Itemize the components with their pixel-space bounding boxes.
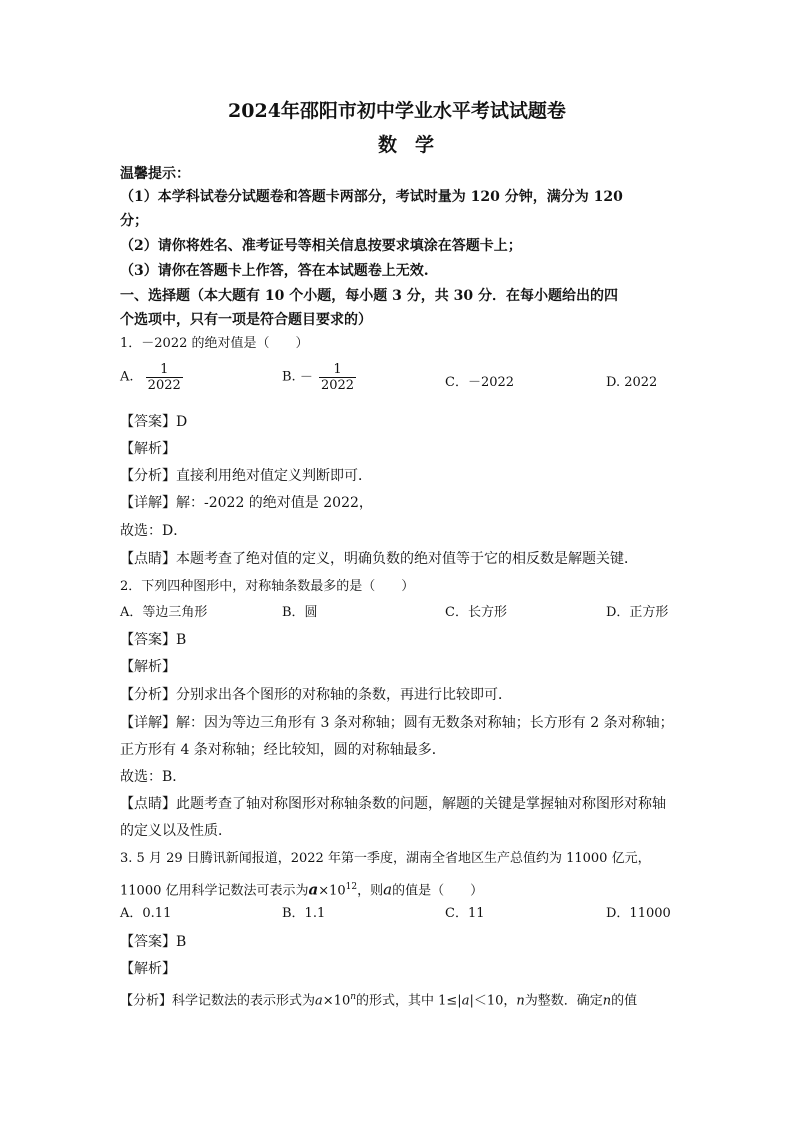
q3-analysis-label: 【解析】 — [120, 961, 176, 977]
q3-stem-2 — [120, 876, 680, 902]
q3-fenxi-mid: 的形式，其中 1≤| — [356, 993, 462, 1009]
q1-option-b-label: B. — [282, 369, 296, 385]
q1-option-a-label: A. — [120, 369, 134, 385]
q3-option-d: D．11000 — [606, 906, 671, 921]
q1-analysis-label: 【解析】 — [120, 441, 176, 457]
q3-fenxi-times: ×10 — [322, 993, 351, 1009]
q1-dianjing: 【点睛】本题考查了绝对值的定义，明确负数的绝对值等于它的相反数是解题关键． — [120, 551, 638, 567]
q1-option-b — [282, 362, 356, 393]
q3-stem-var-a2: a — [383, 880, 393, 899]
q3-fenxi-pre: 【分析】科学记数法的表示形式为 — [120, 993, 316, 1009]
q2-xiangjie-1: 【详解】解：因为等边三角形有 3 条对称轴；圆有无数条对称轴；长方形有 2 条对称轴； — [120, 715, 674, 731]
q3-stem-2-pre: 11000 亿用科学记数法可表示为 — [120, 883, 309, 899]
q3-fenxi-post: 的值 — [611, 993, 638, 1009]
q3-fenxi — [120, 986, 680, 1012]
notice-item-1-cont: 分； — [120, 213, 148, 229]
q3-fenxi-mid2: |＜10， — [469, 993, 517, 1009]
notice-heading: 温馨提示： — [120, 166, 190, 182]
q3-stem-post: 的值是（ ） — [392, 883, 484, 899]
q2-dianjing-2: 的定义以及性质． — [120, 823, 232, 839]
q3-stem-times: ×10 — [318, 883, 346, 899]
q2-option-b: B．圆 — [282, 605, 318, 620]
subject-title: 数学 — [377, 134, 452, 156]
q1-option-a-numerator: 1 — [146, 362, 183, 378]
q2-option-c: C．长方形 — [445, 605, 507, 620]
q3-stem-var-a: a — [308, 880, 319, 899]
q2-guxuan: 故选：B． — [120, 769, 187, 785]
q2-dianjing-1: 【点睛】此题考查了轴对称图形对称轴条数的问题，解题的关键是掌握轴对称图形对称轴 — [120, 796, 666, 812]
q3-answer: 【答案】B — [120, 934, 187, 950]
q2-option-d: D．正方形 — [606, 605, 669, 620]
q1-option-b-sign: － — [299, 369, 313, 385]
q3-fenxi-mid3: 为整数．确定 — [524, 993, 603, 1009]
q2-fenxi: 【分析】分别求出各个图形的对称轴的条数，再进行比较即可． — [120, 687, 512, 703]
notice-item-3: （3）请你在答题卡上作答，答在本试题卷上无效. — [120, 263, 429, 279]
q1-option-d: D. 2022 — [606, 375, 658, 390]
q3-fenxi-exponent-n: n — [350, 992, 357, 1002]
q2-stem: 2．下列四种图形中，对称轴条数最多的是（ ） — [120, 579, 415, 594]
q1-xiangjie: 【详解】解：-2022 的绝对值是 2022， — [120, 495, 373, 511]
q1-guxuan: 故选：D． — [120, 523, 188, 539]
q3-fenxi-var-n: n — [516, 993, 525, 1009]
q3-option-b: B．1.1 — [282, 906, 326, 921]
q1-answer: 【答案】D — [120, 414, 188, 430]
section-heading: 一、选择题（本大题有 10 个小题，每小题 3 分，共 30 分．在每小题给出的四 — [120, 288, 618, 304]
q3-fenxi-var-a2: a — [461, 993, 470, 1009]
q3-stem-1: 3. 5 月 29 日腾讯新闻报道，2022 年第一季度，湖南全省地区生产总值约为 11000 亿元， — [120, 851, 651, 866]
q1-option-b-numerator: 1 — [319, 362, 356, 378]
notice-item-2: （2）请你将姓名、准考证号等相关信息按要求填涂在答题卡上； — [120, 238, 522, 254]
q3-stem-exponent: 12 — [345, 882, 358, 892]
q3-fenxi-var-n2: n — [602, 993, 612, 1009]
q1-option-a — [120, 362, 183, 393]
notice-item-1: （1）本学科试卷分试题卷和答题卡两部分，考试时量为 120 分钟，满分为 120 — [120, 189, 623, 205]
exam-title: 2024年邵阳市初中学业水平考试试题卷 — [228, 100, 566, 122]
q2-answer: 【答案】B — [120, 632, 187, 648]
q2-analysis-label: 【解析】 — [120, 659, 176, 675]
q1-option-c: C．－2022 — [445, 375, 515, 390]
q2-xiangjie-2: 正方形有 4 条对称轴；经比较知，圆的对称轴最多． — [120, 742, 446, 758]
q1-option-b-denominator: 2022 — [320, 378, 355, 393]
q3-fenxi-var-a: a — [315, 993, 323, 1009]
q1-option-a-fraction — [146, 362, 183, 393]
q3-option-a: A．0.11 — [120, 906, 172, 921]
q1-fenxi: 【分析】直接利用绝对值定义判断即可． — [120, 468, 372, 484]
section-heading-cont: 个选项中，只有一项是符合题目要求的） — [120, 312, 372, 328]
q1-stem: 1．－2022 的绝对值是（ ） — [120, 336, 309, 351]
q1-option-a-denominator: 2022 — [147, 378, 181, 393]
q1-option-b-fraction — [319, 362, 356, 393]
q2-option-a: A．等边三角形 — [120, 605, 208, 620]
q3-stem-mid: ，则 — [357, 883, 384, 899]
q3-option-c: C．11 — [445, 906, 485, 921]
